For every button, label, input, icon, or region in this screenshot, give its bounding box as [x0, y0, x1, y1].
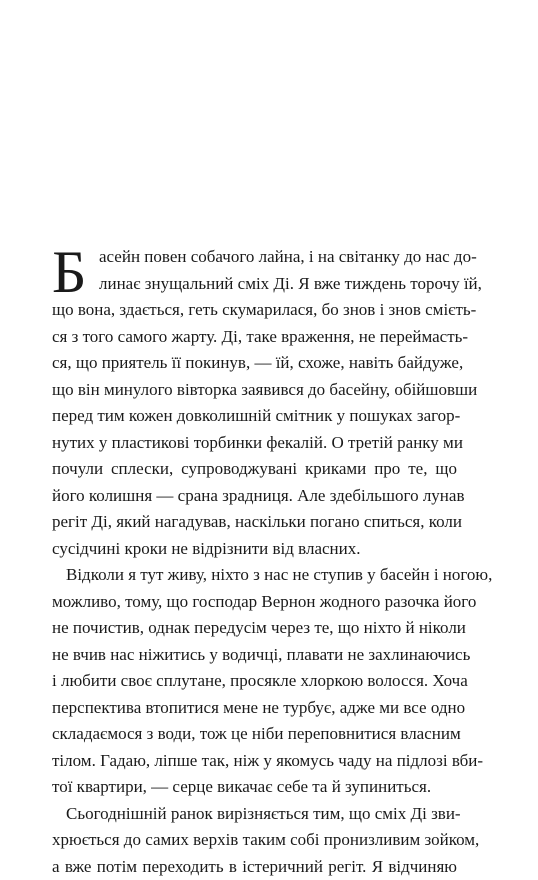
text-line: Сьогоднішній ранок вирізняється тим, що сміх Ді зви-: [52, 801, 457, 828]
text-line: а вже потім переходить в істеричний регіт. Я відчиняю: [52, 854, 457, 880]
text-line: що вона, здається, геть скумарилася, бо знов і знов смієть-: [52, 297, 457, 324]
text-line: перспектива втопитися мене не турбує, адже ми все одно: [52, 695, 457, 722]
drop-cap: Б: [52, 246, 86, 298]
text-line: регіт Ді, який нагадував, наскільки погано спиться, коли: [52, 509, 457, 536]
text-line: ся з того самого жарту. Ді, таке враження, не переймасть-: [52, 324, 457, 351]
text-line: асейн повен собачого лайна, і на світанку до нас до-: [52, 244, 457, 271]
text-line: хрюється до самих верхів таким собі пронизливим зойком,: [52, 827, 457, 854]
text-line: тої квартири, — серце викачає себе та й зупиниться.: [52, 774, 457, 801]
text-line: нутих у пластикові торбинки фекалій. О третій ранку ми: [52, 430, 457, 457]
text-line: почули сплески, супроводжувані криками про те, що: [52, 456, 457, 483]
paragraph-3: [52, 801, 457, 880]
text-line: сусідчині кроки не відрізнити від власних.: [52, 536, 457, 563]
body-text: [52, 244, 457, 880]
text-line: тілом. Гадаю, ліпше так, ніж у якомусь чаду на підлозі вби-: [52, 748, 457, 775]
text-line: що він минулого вівторка заявився до басейну, обійшовши: [52, 377, 457, 404]
text-line: його колишня — срана зрадниця. Але здебільшого лунав: [52, 483, 457, 510]
paragraph-2: [52, 562, 457, 801]
text-line: линає знущальний сміх Ді. Я вже тиждень торочу їй,: [52, 271, 457, 298]
text-line: не почистив, однак передусім через те, що ніхто й ніколи: [52, 615, 457, 642]
text-line: перед тим кожен довколишній смітник у пошуках загор-: [52, 403, 457, 430]
text-line: складаємося з води, тож це ніби переповнитися власним: [52, 721, 457, 748]
text-line: можливо, тому, що господар Вернон жодного разочка його: [52, 589, 457, 616]
paragraph-1: [52, 244, 457, 562]
text-line: не вчив нас ніжитись у водичці, плавати не захлинаючись: [52, 642, 457, 669]
text-line: ся, що приятель її покинув, — їй, схоже, навіть байдуже,: [52, 350, 457, 377]
text-line: Відколи я тут живу, ніхто з нас не ступив у басейн і ногою,: [52, 562, 457, 589]
text-line: і любити своє сплутане, просякле хлоркою волосся. Хоча: [52, 668, 457, 695]
